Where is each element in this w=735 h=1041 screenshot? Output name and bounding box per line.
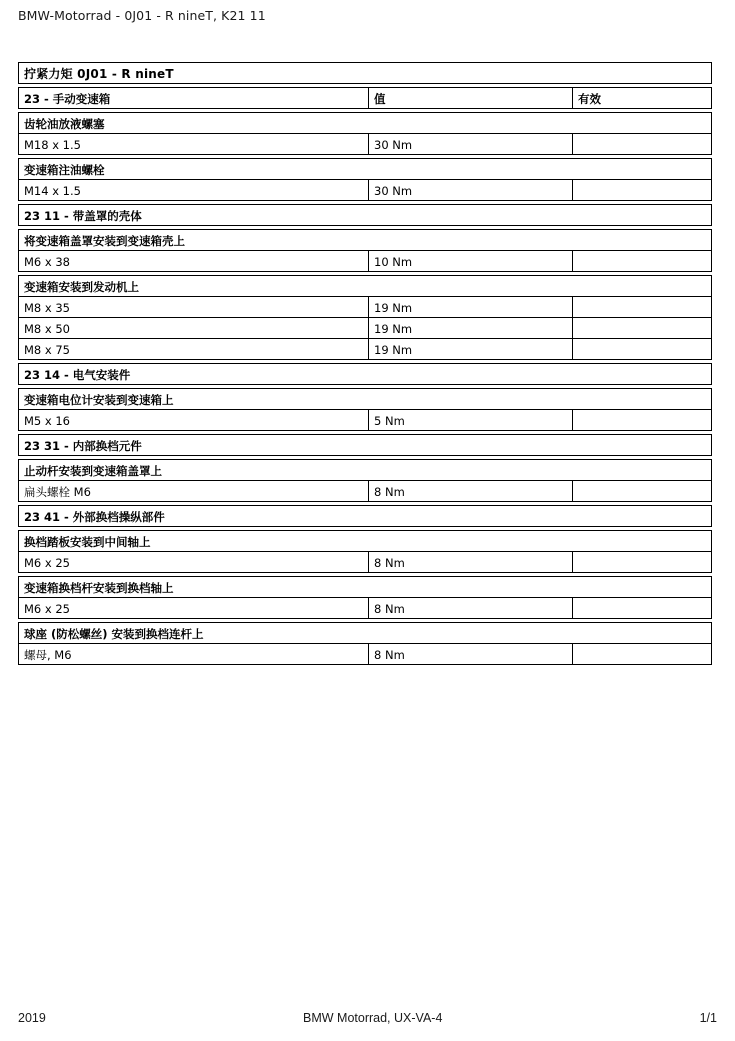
assembly-title: 变速箱换档杆安装到换档轴上 — [24, 580, 174, 595]
table-subheader-row — [18, 459, 712, 481]
assembly-title: 变速箱注油螺栓 — [24, 162, 105, 177]
torque-value: 8 Nm — [368, 598, 572, 618]
fastener-label: M8 x 50 — [24, 321, 70, 336]
torque-specification-table — [18, 63, 712, 665]
assembly-title: 将变速箱盖罩安装到变速箱壳上 — [24, 233, 185, 248]
table-subheader-row — [18, 275, 712, 297]
valid-value — [572, 297, 711, 317]
torque-value: 19 Nm — [368, 297, 572, 317]
valid-value — [572, 134, 711, 154]
table-row — [18, 480, 712, 502]
table-subheader-row — [18, 622, 712, 644]
torque-value: 10 Nm — [368, 251, 572, 271]
assembly-title: 止动杆安装到变速箱盖罩上 — [24, 463, 162, 478]
table-body — [18, 112, 712, 665]
table-subheader-row — [18, 229, 712, 251]
table-row — [18, 338, 712, 360]
assembly-title: 换档踏板安装到中间轴上 — [24, 534, 151, 549]
valid-value — [572, 410, 711, 430]
fastener-label: M8 x 35 — [24, 300, 70, 315]
assembly-title: 齿轮油放液螺塞 — [24, 116, 105, 131]
document-header — [18, 0, 717, 30]
fastener-label: M5 x 16 — [24, 413, 70, 428]
torque-value: 19 Nm — [368, 318, 572, 338]
table-row — [18, 133, 712, 155]
table-title-row — [18, 62, 712, 84]
valid-value — [572, 598, 711, 618]
table-group-header-row — [18, 505, 712, 527]
table-row — [18, 179, 712, 201]
footer-year: 2019 — [18, 1011, 46, 1025]
footer-source: BMW Motorrad, UX-VA-4 — [303, 1011, 443, 1025]
group-title: 23 31 - 内部换档元件 — [24, 438, 142, 453]
table-row — [18, 409, 712, 431]
table-group-header-row — [18, 363, 712, 385]
table-title: 拧紧力矩 0J01 - R nineT — [24, 66, 174, 81]
fastener-label: M6 x 25 — [24, 601, 70, 616]
valid-value — [572, 339, 711, 359]
torque-value: 30 Nm — [368, 180, 572, 200]
document-header-title: BMW-Motorrad - 0J01 - R nineT, K21 11 — [18, 7, 266, 23]
table-group-header-row — [18, 204, 712, 226]
table-row — [18, 317, 712, 339]
group-title: 23 41 - 外部换档操纵部件 — [24, 509, 165, 524]
group-title: 23 14 - 电气安装件 — [24, 367, 131, 382]
table-row — [18, 643, 712, 665]
assembly-title: 变速箱电位计安装到变速箱上 — [24, 392, 174, 407]
torque-value: 5 Nm — [368, 410, 572, 430]
torque-value: 19 Nm — [368, 339, 572, 359]
fastener-label: M8 x 75 — [24, 342, 70, 357]
table-section-header-row — [18, 87, 712, 109]
fastener-label: 螺母, M6 — [24, 647, 72, 662]
fastener-label: 扁头螺栓 M6 — [24, 484, 91, 499]
table-subheader-row — [18, 112, 712, 134]
valid-value — [572, 318, 711, 338]
assembly-title: 球座 (防松螺丝) 安装到换档连杆上 — [24, 626, 204, 641]
valid-value — [572, 481, 711, 501]
table-subheader-row — [18, 576, 712, 598]
valid-value — [572, 251, 711, 271]
table-subheader-row — [18, 388, 712, 410]
torque-value: 8 Nm — [368, 644, 572, 664]
valid-value — [572, 644, 711, 664]
fastener-label: M14 x 1.5 — [24, 183, 81, 198]
table-row — [18, 551, 712, 573]
valid-value — [572, 180, 711, 200]
table-row — [18, 296, 712, 318]
fastener-label: M18 x 1.5 — [24, 137, 81, 152]
table-row — [18, 597, 712, 619]
assembly-title: 变速箱安装到发动机上 — [24, 279, 139, 294]
fastener-label: M6 x 25 — [24, 555, 70, 570]
table-group-header-row — [18, 434, 712, 456]
torque-value: 8 Nm — [368, 481, 572, 501]
valid-value — [572, 552, 711, 572]
table-section-title: 23 - 手动变速箱 — [24, 91, 111, 106]
document-footer — [18, 1007, 717, 1029]
group-title: 23 11 - 带盖罩的壳体 — [24, 208, 142, 223]
torque-value: 30 Nm — [368, 134, 572, 154]
table-row — [18, 250, 712, 272]
column-header-value: 值 — [368, 88, 572, 108]
column-header-valid: 有效 — [572, 88, 711, 108]
table-subheader-row — [18, 158, 712, 180]
table-subheader-row — [18, 530, 712, 552]
torque-value: 8 Nm — [368, 552, 572, 572]
footer-page-number: 1/1 — [699, 1011, 717, 1025]
fastener-label: M6 x 38 — [24, 254, 70, 269]
